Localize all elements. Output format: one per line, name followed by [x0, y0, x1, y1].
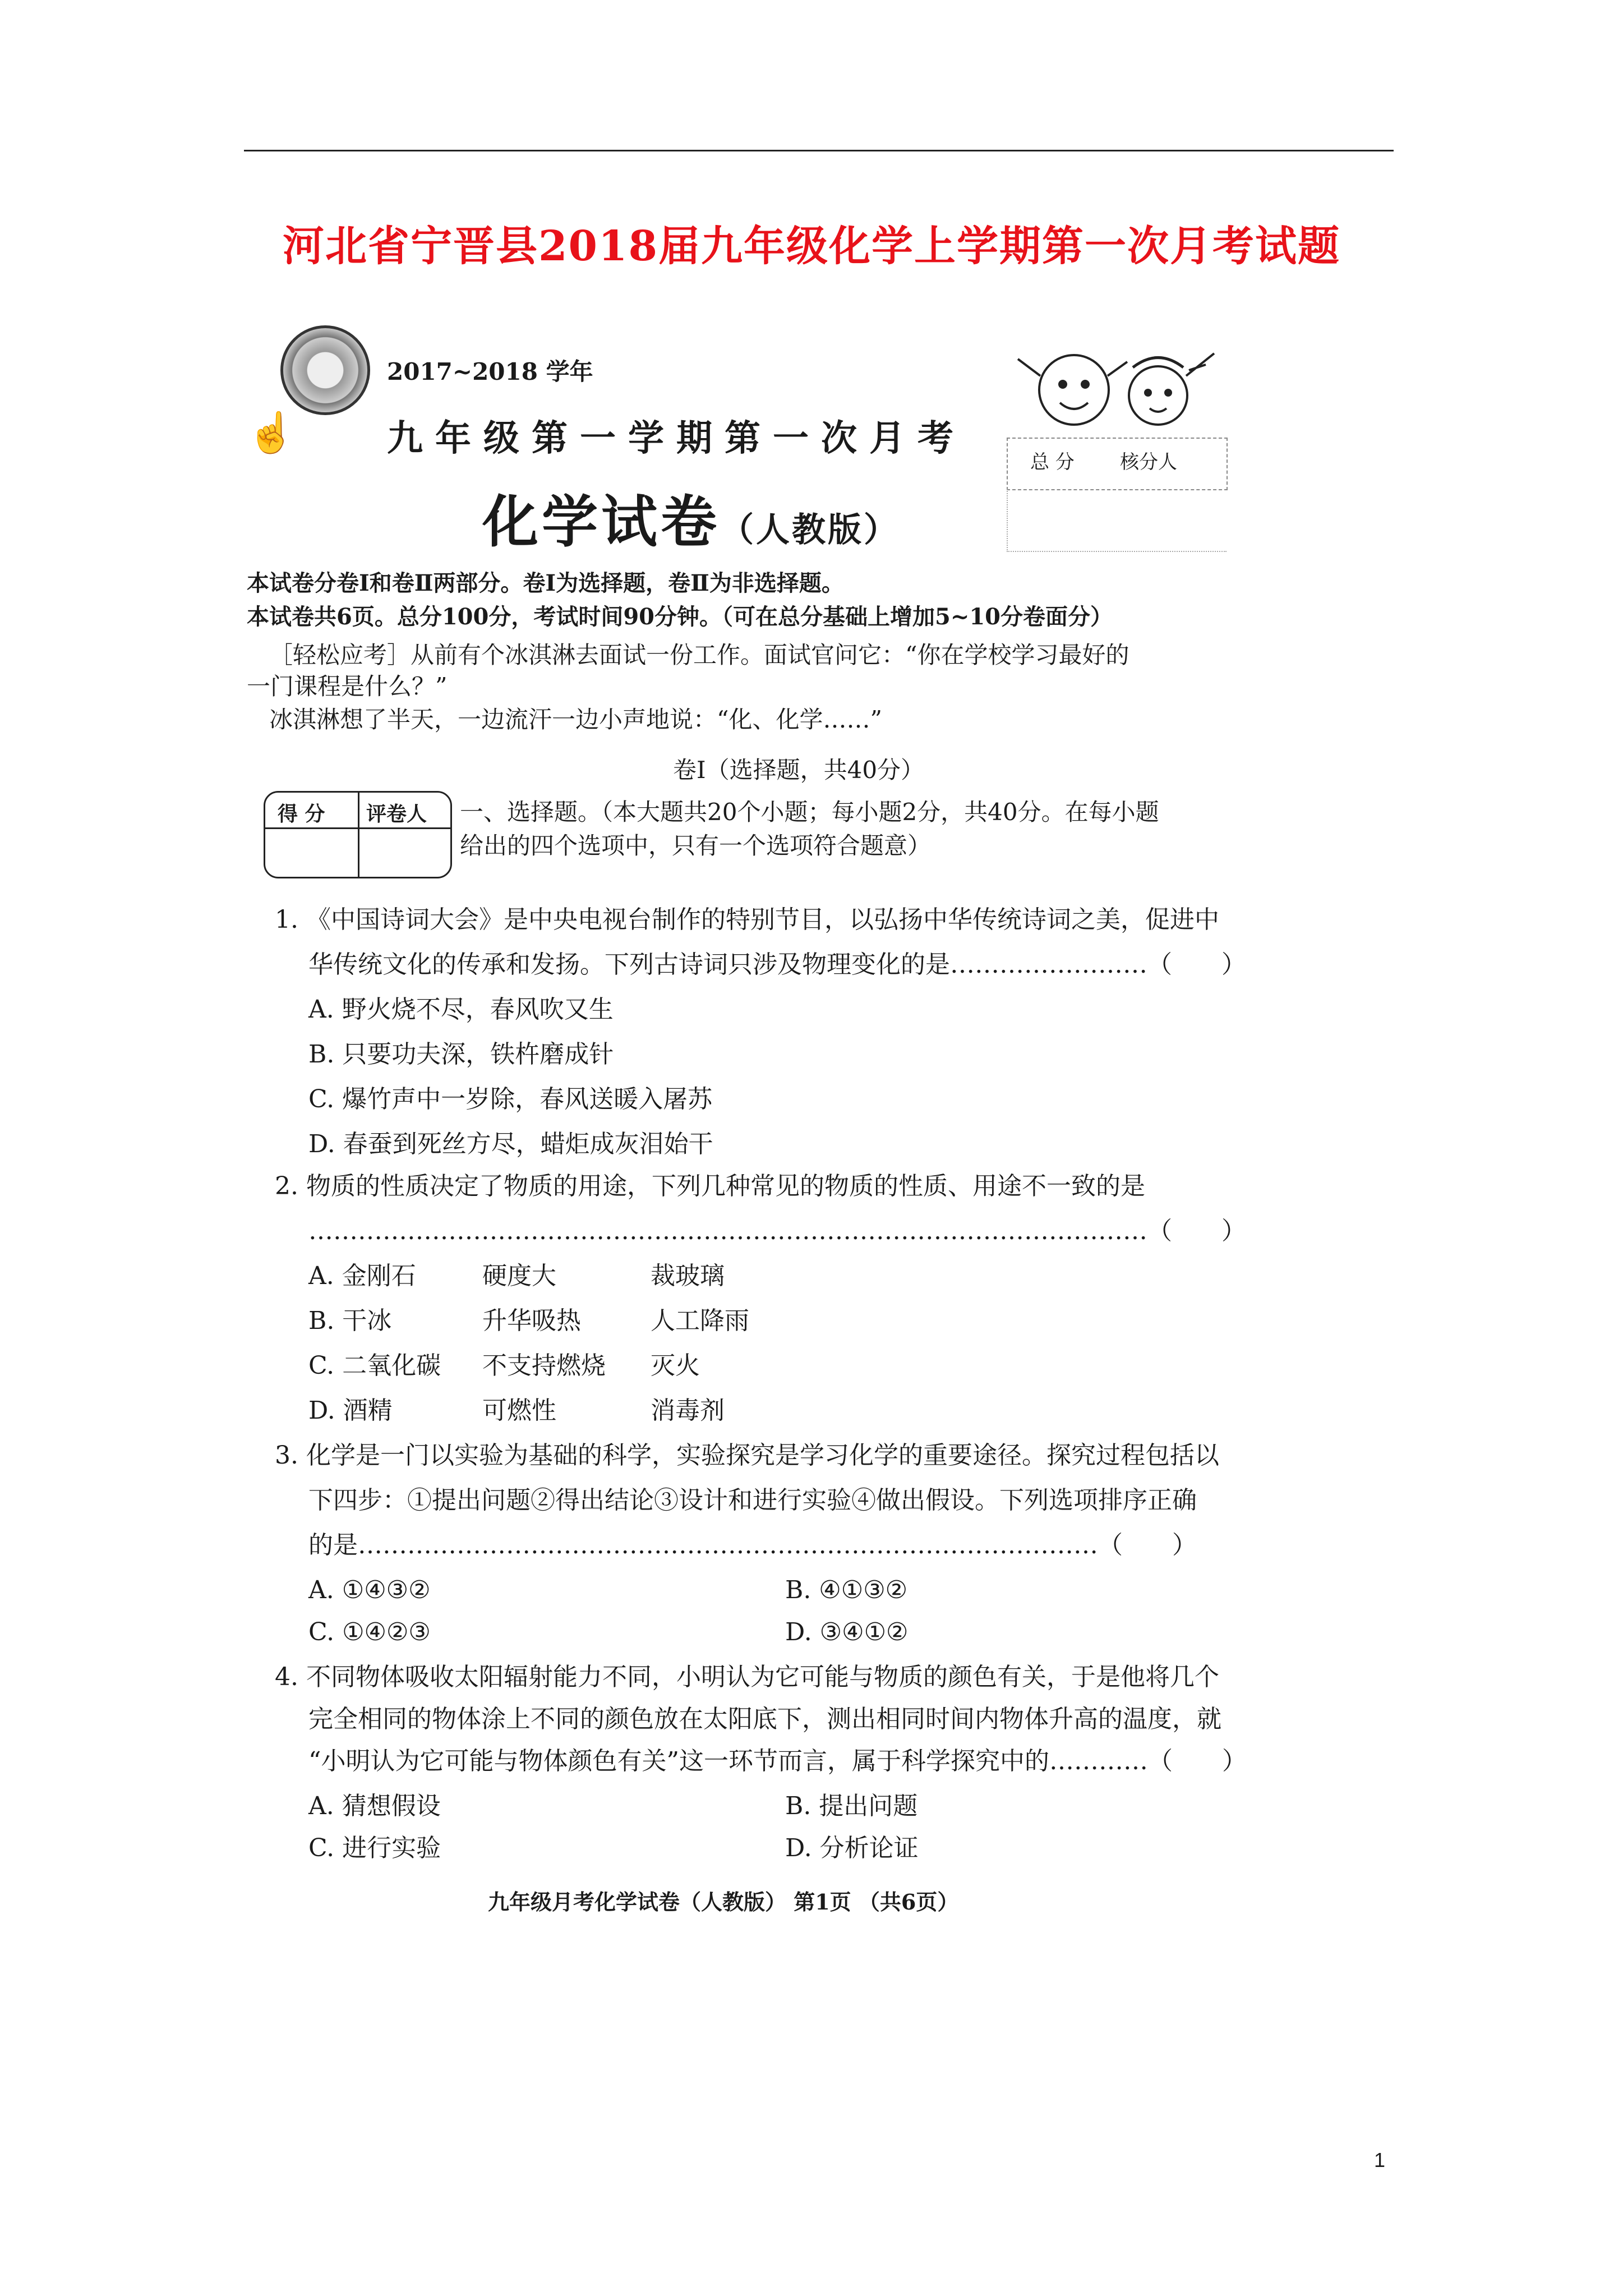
exam-page-footer: 九年级月考化学试卷（人教版） 第1页 （共6页） — [488, 1889, 959, 1915]
question-1-line-1: 1. 《中国诗词大会》是中央电视台制作的特别节目，以弘扬中华传统诗词之美，促进中 — [275, 905, 1219, 934]
cartoon-kids-icon — [1007, 337, 1225, 440]
score-label: 得 分 — [278, 802, 325, 826]
subject-edition: （人教版） — [720, 510, 900, 550]
q2-row-a-substance: A. 金刚石 — [308, 1262, 416, 1290]
q2-row-c-substance: C. 二氧化碳 — [308, 1351, 441, 1380]
question-2-line-2: …………………………………………………………………………………………（ ） — [308, 1217, 1246, 1245]
q2-row-b-property: 升华吸热 — [482, 1306, 581, 1335]
school-year: 2017~2018 学年 — [387, 358, 593, 385]
story-line-3: 冰淇淋想了半天，一边流汗一边小声地说：“化、化学……” — [269, 706, 882, 733]
pointing-hand-icon: ☝ — [247, 409, 296, 455]
document-title: 河北省宁晋县2018届九年级化学上学期第一次月考试题 — [283, 222, 1340, 270]
q2-row-b-substance: B. 干冰 — [308, 1306, 392, 1335]
q4-option-b: B. 提出问题 — [785, 1792, 918, 1820]
section-title: 卷Ⅰ（选择题，共40分） — [673, 756, 925, 784]
subject-title — [482, 477, 900, 558]
header-rule — [244, 150, 1394, 151]
question-2-line-1: 2. 物质的性质决定了物质的用途，下列几种常见的物质的性质、用途不一致的是 — [275, 1172, 1145, 1200]
question-3-line-2: 下四步：①提出问题②得出结论③设计和进行实验④做出假设。下列选项排序正确 — [308, 1486, 1197, 1515]
question-4-line-1: 4. 不同物体吸收太阳辐射能力不同，小明认为它可能与物质的颜色有关，于是他将几个 — [275, 1663, 1219, 1691]
question-4-line-3: “小明认为它可能与物体颜色有关”这一环节而言，属于科学探究中的…………（ ） — [308, 1747, 1247, 1775]
total-score-box — [1007, 438, 1228, 490]
q2-row-b-use: 人工降雨 — [651, 1306, 749, 1335]
score-grid — [1007, 489, 1227, 552]
page-number: 1 — [1374, 2148, 1386, 2171]
q2-row-c-use: 灭火 — [651, 1351, 700, 1380]
q4-option-c: C. 进行实验 — [308, 1834, 441, 1862]
exam-name: 九年级第一学期第一次月考 — [387, 417, 966, 459]
q2-row-c-property: 不支持燃烧 — [482, 1351, 606, 1380]
checker-label: 核分人 — [1120, 451, 1177, 473]
scanned-exam-page — [247, 314, 1279, 1930]
q1-option-c: C. 爆竹声中一岁除，春风送暖入屠苏 — [308, 1085, 713, 1114]
intro-line-2: 本试卷共6页。总分100分，考试时间90分钟。（可在总分基础上增加5~10分卷面分） — [247, 604, 1113, 630]
section-heading-1: 一、选择题。（本大题共20个小题；每小题2分，共40分。在每小题 — [460, 798, 1159, 826]
q3-option-b: B. ④①③② — [785, 1576, 908, 1604]
grader-score-table — [264, 791, 452, 878]
grader-label: 评卷人 — [366, 802, 427, 826]
q4-option-d: D. 分析论证 — [785, 1834, 919, 1862]
q2-row-a-use: 裁玻璃 — [651, 1262, 725, 1290]
q2-row-d-property: 可燃性 — [482, 1396, 556, 1425]
q3-option-c: C. ①④②③ — [308, 1618, 431, 1646]
q1-option-a: A. 野火烧不尽，春风吹又生 — [308, 995, 614, 1024]
intro-line-1: 本试卷分卷Ⅰ和卷Ⅱ两部分。卷Ⅰ为选择题，卷Ⅱ为非选择题。 — [247, 570, 844, 596]
q3-option-d: D. ③④①② — [785, 1618, 909, 1646]
question-4-line-2: 完全相同的物体涂上不同的颜色放在太阳底下，测出相同时间内物体升高的温度，就 — [308, 1705, 1221, 1733]
q3-option-a: A. ①④③② — [308, 1576, 431, 1604]
q2-row-d-substance: D. 酒精 — [308, 1396, 393, 1425]
question-3-line-3: 的是………………………………………………………………………………（ ） — [308, 1531, 1197, 1559]
school-seal-icon — [280, 325, 370, 415]
q1-option-d: D. 春蚕到死丝方尽，蜡炬成灰泪始干 — [308, 1130, 713, 1158]
question-3-line-1: 3. 化学是一门以实验为基础的科学，实验探究是学习化学的重要途径。探究过程包括以 — [275, 1441, 1219, 1470]
story-line-2: 一门课程是什么？” — [247, 673, 448, 700]
q4-option-a: A. 猜想假设 — [308, 1792, 441, 1820]
q2-row-a-property: 硬度大 — [482, 1262, 556, 1290]
subject-name: 化学试卷 — [482, 489, 720, 555]
question-1-line-2: 华传统文化的传承和发扬。下列古诗词只涉及物理变化的是……………………（ ） — [308, 950, 1246, 979]
q1-option-b: B. 只要功夫深，铁杵磨成针 — [308, 1040, 614, 1069]
section-heading-2: 给出的四个选项中，只有一个选项符合题意） — [460, 832, 932, 859]
story-line-1: ［轻松应考］从前有个冰淇淋去面试一份工作。面试官问它：“你在学校学习最好的 — [269, 641, 1129, 669]
q2-row-d-use: 消毒剂 — [651, 1396, 725, 1425]
total-score-label: 总 分 — [1030, 451, 1075, 473]
